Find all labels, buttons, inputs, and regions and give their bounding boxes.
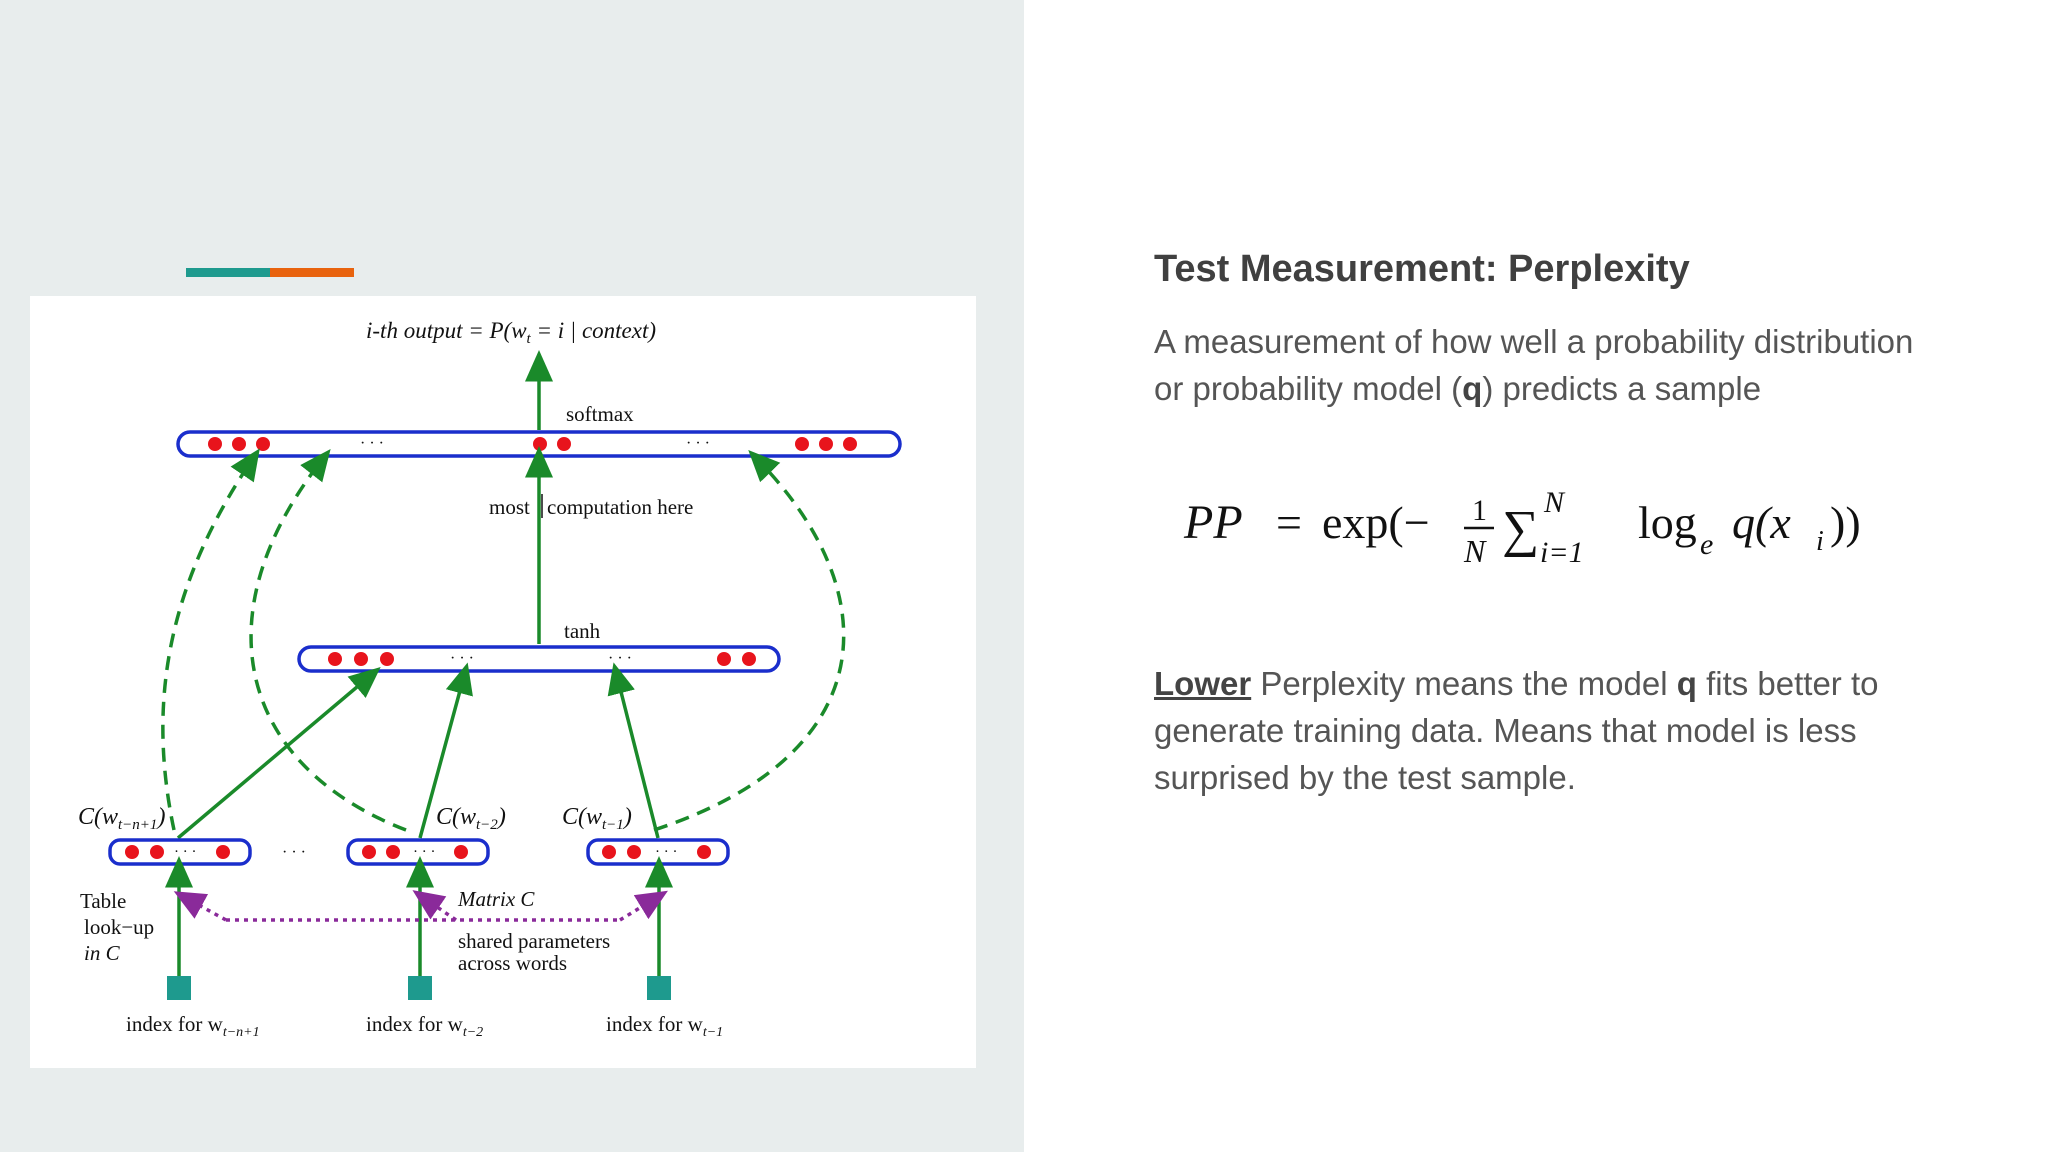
hidden-dots-2: · · · [608, 650, 632, 667]
table-lookup-1: Table [80, 889, 127, 913]
index-box-3 [647, 976, 671, 1000]
softmax-dots-2: · · · [686, 435, 710, 452]
formula-q: q(x [1732, 497, 1791, 548]
formula-frac-den: N [1464, 533, 1486, 569]
explanation-paragraph [1154, 660, 1934, 801]
lower-emphasis: Lower [1154, 665, 1252, 702]
computation-here-label: computation here [547, 495, 694, 519]
formula-log-base: e [1700, 528, 1714, 561]
between-boxes-dots: · · · [282, 844, 306, 861]
formula-svg [1180, 480, 1900, 590]
formula-log: log [1638, 497, 1697, 548]
index-box-2 [408, 976, 432, 1000]
formula-sum-top: N [1544, 486, 1565, 519]
most-label: most [489, 495, 530, 519]
table-lookup-3: in C [84, 941, 120, 965]
c-label-1: $C(w_{t-n+1})$ [78, 804, 166, 833]
index-label-3: index for $w_{t-1}$ [606, 1012, 724, 1040]
tanh-label: tanh [564, 619, 601, 643]
para1-q: q [1462, 370, 1483, 407]
description-paragraph [1154, 318, 1934, 412]
para1-before: A measurement of how well a probability distribution or probability model ( [1154, 323, 1914, 407]
perplexity-formula [1180, 480, 1900, 590]
hidden-layer [299, 647, 779, 671]
para2-before: Perplexity means the model [1251, 665, 1677, 702]
table-lookup-2: look−up [84, 915, 155, 939]
c-label-2: $C(w_{t-2})$ [436, 804, 506, 833]
formula-close: )) [1830, 497, 1861, 548]
formula-exp: exp(− [1322, 497, 1430, 548]
formula-lhs: PP [1184, 496, 1243, 549]
index-box-1 [167, 976, 191, 1000]
matrix-c-label: Matrix C [458, 887, 535, 911]
para1-after: ) predicts a sample [1482, 370, 1762, 407]
slide-title: Test Measurement: Perplexity [1154, 248, 1690, 290]
accent-bar-orange [270, 268, 354, 277]
embedding-dots-2: · · · [413, 844, 436, 860]
hidden-dots-1: · · · [450, 650, 474, 667]
formula-sub-i: i [1816, 526, 1824, 557]
softmax-dots-1: · · · [360, 435, 384, 452]
softmax-label: softmax [566, 402, 634, 426]
shared-params-label-2: across words [458, 951, 568, 975]
formula-eq: = [1276, 497, 1302, 548]
embedding-dots-3: · · · [655, 844, 678, 860]
formula-sum: ∑ [1502, 501, 1540, 558]
formula-sum-bottom: i=1 [1540, 536, 1584, 569]
index-label-2: index for $w_{t-2}$ [366, 1012, 484, 1040]
index-label-1: index for $w_{t-n+1}$ [126, 1012, 260, 1040]
accent-bar-teal [186, 268, 270, 277]
embedding-dots-1: · · · [174, 844, 197, 860]
shared-params-label-1: shared parameters [458, 929, 611, 953]
formula-frac-num: 1 [1472, 494, 1487, 527]
para2-q: q [1676, 665, 1697, 702]
para2-after: fits better to generate training data. Means that model is less surprised by the test sample. [1154, 665, 1879, 796]
neural-lm-diagram [30, 296, 976, 1068]
output-label: i-th output = $P(w_t = i$ | context) [366, 318, 657, 347]
diagram-svg [30, 296, 976, 1068]
c-label-3: $C(w_{t-1})$ [562, 804, 632, 833]
input1-to-hidden-arrow [178, 676, 370, 838]
